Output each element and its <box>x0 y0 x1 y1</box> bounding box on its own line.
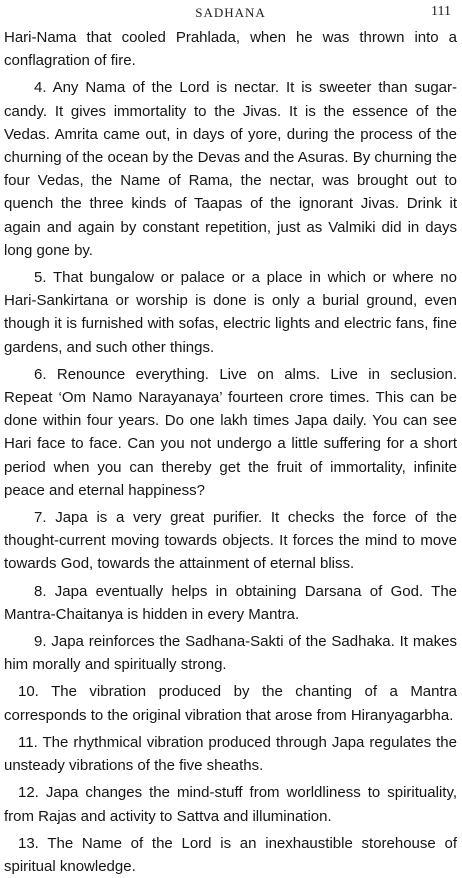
paragraph-5: 5. That bungalow or palace or a place in which or where no Hari-Sankirtana or worship is done is only a burial ground, even though it is furnished with sofas, electric lights and electric fans, fine gardens, and such other things. <box>4 269 457 356</box>
paragraph-continuation: Hari-Nama that cooled Prahlada, when he was thrown into a conflagration of fire. <box>4 29 457 70</box>
paragraph-8: 8. Japa eventually helps in obtaining Darsana of God. The Mantra-Chaitanya is hidden in every Mantra. <box>4 582 457 623</box>
paragraph-7: 7. Japa is a very great purifier. It checks the force of the thought-current moving towards objects. It forces the mind to move towards God, towards the attainment of eternal bliss. <box>4 509 457 573</box>
paragraph-9: 9. Japa reinforces the Sadhana-Sakti of the Sadhaka. It makes him morally and spiritually strong. <box>4 633 457 674</box>
paragraph-6: 6. Renounce everything. Live on alms. Live in seclusion. Repeat ‘Om Namo Narayanaya’ fourteen crore times. This can be done within four years. Do one lakh times Japa daily. You can see Hari face to face. Can you not undergo a little suffering for a short period when you can thereby get the fruit of immortality, infinite peace and eternal happiness? <box>4 365 457 499</box>
paragraph-10: 10. The vibration produced by the chanting of a Mantra corresponds to the original vibration that arose from Hiranyagarbha. <box>4 683 457 724</box>
paragraph-13: 13. The Name of the Lord is an inexhaustible storehouse of spiritual knowledge. <box>4 834 457 875</box>
paragraph-11: 11. The rhythmical vibration produced through Japa regulates the unsteady vibrations of the five sheaths. <box>4 733 457 775</box>
page-number: 111 <box>431 4 451 19</box>
running-head: SADHANA <box>195 5 266 20</box>
body-text <box>4 26 457 878</box>
paragraph-12: 12. Japa changes the mind-stuff from worldliness to spirituality, from Rajas and activity to Sattva and illumination. <box>4 784 457 825</box>
paragraph-4: 4. Any Nama of the Lord is nectar. It is sweeter than sugar-candy. It gives immortality to the Jivas. It is the essence of the Vedas. Amrita came out, in days of yore, during the process of the churning of the ocean by the Devas and the Asuras. By churning the four Vedas, the Name of Rama, the nectar, was brought out to quench the three kinds of Taapas of the ignorant Jivas. Drink it again and again by constant repetition, just as Valmiki did in days long gone by. <box>4 79 457 259</box>
page-header <box>4 0 457 26</box>
